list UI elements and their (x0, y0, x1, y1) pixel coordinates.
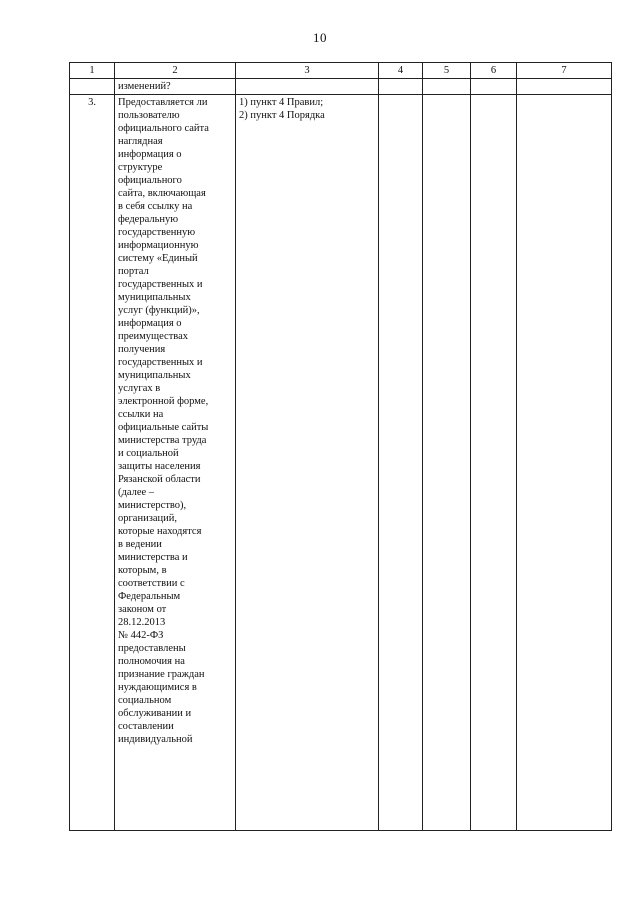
question-text-line: защиты населения (118, 461, 201, 472)
item-col4-cell (379, 95, 423, 831)
question-text-line: признание граждан (118, 669, 205, 680)
question-text-line: муниципальных (118, 370, 191, 381)
header-cell-6: 6 (471, 63, 517, 79)
question-text-line: информационную (118, 240, 199, 251)
header-cell-5: 5 (423, 63, 471, 79)
reference-text-line: 1) пункт 4 Правил; (239, 97, 324, 108)
reference-text-line: 2) пункт 4 Порядка (239, 110, 325, 121)
item-col7-cell (517, 95, 612, 831)
question-text-line: министерство), (118, 500, 187, 511)
question-text-line: федеральную (118, 214, 179, 225)
question-text-line: официального сайта (118, 123, 209, 134)
header-cell-2: 2 (115, 63, 236, 79)
question-text-line: наглядная (118, 136, 163, 147)
question-text-line: Предоставляется ли (118, 97, 208, 108)
question-text-line: услуг (функций)», (118, 305, 200, 316)
question-text-line: обслуживании и (118, 708, 192, 719)
continuation-col6-cell (471, 79, 517, 95)
question-text-line: которые находятся (118, 526, 202, 537)
question-text-line: социальном (118, 695, 172, 706)
question-text-line: государственных и (118, 279, 203, 290)
question-text-line: электронной форме, (118, 396, 209, 407)
question-text-line: организаций, (118, 513, 177, 524)
question-text-line: (далее – (118, 487, 155, 498)
continuation-question-cell: изменений? (115, 79, 236, 95)
question-text-line: пользователю (118, 110, 180, 121)
question-text-line: которым, в (118, 565, 167, 576)
question-text-line: 28.12.2013 (118, 617, 166, 628)
question-text-line: государственную (118, 227, 196, 238)
question-text-line: информация о (118, 318, 182, 329)
header-row (70, 63, 612, 79)
question-text-line: министерства и (118, 552, 188, 563)
question-text-line: ссылки на (118, 409, 164, 420)
question-text-line: сайта, включающая (118, 188, 206, 199)
question-text-line: официального (118, 175, 182, 186)
item-question-cell (115, 95, 236, 831)
question-text-line: полномочия на (118, 656, 185, 667)
item-col5-cell (423, 95, 471, 831)
question-text-line: получения (118, 344, 166, 355)
header-cell-7: 7 (517, 63, 612, 79)
question-text-line: структуре (118, 162, 163, 173)
question-text-line: в себя ссылку на (118, 201, 193, 212)
continuation-col7-cell (517, 79, 612, 95)
question-text-line: индивидуальной (118, 734, 193, 745)
continuation-num-cell (70, 79, 115, 95)
header-cell-1: 1 (70, 63, 115, 79)
header-cell-3: 3 (236, 63, 379, 79)
question-text-line: в ведении (118, 539, 162, 550)
page-number: 10 (313, 30, 327, 45)
evaluation-table (69, 62, 612, 831)
header-cell-4: 4 (379, 63, 423, 79)
continuation-reference-cell (236, 79, 379, 95)
question-text-line: Рязанской области (118, 474, 201, 485)
question-text-line: соответствии с (118, 578, 185, 589)
continuation-col4-cell (379, 79, 423, 95)
question-text-line: предоставлены (118, 643, 186, 654)
question-text-line: законом от (118, 604, 167, 615)
question-text-line: № 442-ФЗ (118, 630, 164, 641)
question-text-line: составлении (118, 721, 174, 732)
question-text-line: государственных и (118, 357, 203, 368)
question-text-line: Федеральным (118, 591, 181, 602)
item-number-cell: 3. (70, 95, 115, 831)
question-text-line: официальные сайты (118, 422, 209, 433)
item-reference-cell (236, 95, 379, 831)
question-text-line: систему «Единый (118, 253, 198, 264)
item-row-3 (70, 95, 612, 831)
question-text-line: и социальной (118, 448, 179, 459)
question-text-line: преимуществах (118, 331, 189, 342)
question-text-line: информация о (118, 149, 182, 160)
question-text-line: муниципальных (118, 292, 191, 303)
continuation-row (70, 79, 612, 95)
item-col6-cell (471, 95, 517, 831)
question-text-line: министерства труда (118, 435, 207, 446)
question-text-line: услугах в (118, 383, 161, 394)
question-text-line: нуждающимися в (118, 682, 197, 693)
continuation-col5-cell (423, 79, 471, 95)
question-text-line: портал (118, 266, 149, 277)
